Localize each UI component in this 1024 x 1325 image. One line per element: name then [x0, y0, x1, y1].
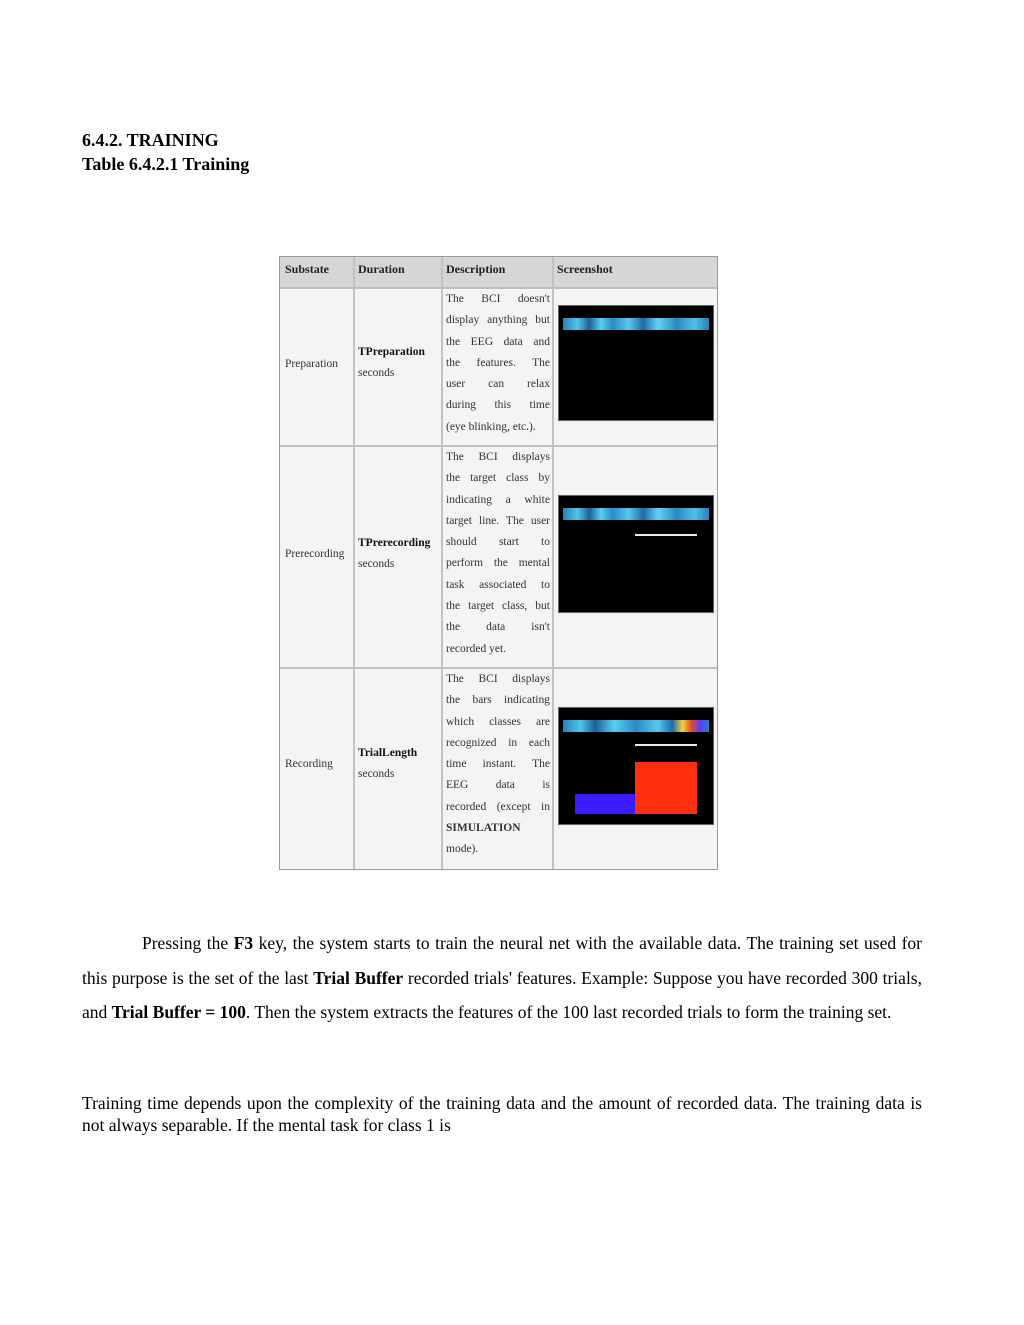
- description-line: perform the mental: [446, 557, 550, 570]
- duration-cell: [358, 345, 425, 359]
- class-bar-2: [635, 762, 697, 814]
- duration-unit: seconds: [358, 768, 395, 780]
- table-caption: Table 6.4.2.1 Training: [82, 154, 250, 174]
- duration-unit: seconds: [358, 558, 395, 570]
- substate-cell: Prerecording: [285, 548, 345, 560]
- substate-cell: Recording: [285, 758, 333, 770]
- header-screenshot: Screenshot: [557, 262, 613, 276]
- duration-cell: [358, 746, 417, 760]
- target-line: [635, 744, 697, 746]
- duration-unit: seconds: [358, 367, 395, 379]
- text-run: key, the system starts to train the neural net with the available data. The training set used for this purpose is the set of the last: [82, 933, 923, 988]
- eeg-strip: [563, 318, 709, 330]
- section-heading: 6.4.2. TRAINING: [82, 130, 219, 150]
- description-line: should start to: [446, 536, 550, 549]
- description-line: the EEG data and: [446, 335, 550, 348]
- description-line: time instant. The: [446, 758, 550, 771]
- description-line: the bars indicating: [446, 694, 550, 707]
- description-line: user can relax: [446, 378, 550, 391]
- description-line: indicating a white: [446, 493, 550, 506]
- duration-cell: [358, 536, 430, 550]
- paragraph-training-time: Training time depends upon the complexity of the training data and the amount of recorded data. The training data is not always separable. If the mental task for class 1 is: [82, 1093, 922, 1135]
- description-line: mode).: [446, 843, 479, 856]
- class-bar-1: [575, 794, 637, 814]
- duration-name: TPrerecording: [358, 537, 431, 549]
- screenshot-prerecording: [558, 495, 714, 613]
- description-line: recognized in each: [446, 736, 550, 749]
- header-description: Description: [446, 262, 506, 276]
- description-cell: [446, 289, 550, 438]
- description-line: the data isn't: [446, 621, 550, 634]
- description-line: recorded (except in: [446, 800, 550, 813]
- eeg-strip: [563, 720, 709, 732]
- description-line: during this time: [446, 399, 550, 412]
- training-table: [279, 256, 718, 870]
- description-line: target line. The user: [446, 514, 550, 527]
- substate-cell: Preparation: [285, 358, 339, 370]
- description-line: SIMULATION: [446, 822, 521, 835]
- text-run: recorded trials' features. Example: Suppose you have recorded 300 trials, and: [82, 967, 922, 1023]
- header-substate: Substate: [285, 262, 330, 276]
- description-line: the features. The: [446, 356, 550, 369]
- text-run: . Then the system extracts the features of the 100 last recorded trials to form the training set.: [245, 1002, 892, 1023]
- description-line: task associated to: [446, 578, 550, 591]
- paragraph-training-intro: [82, 926, 922, 1030]
- description-line: the target class by: [446, 472, 550, 485]
- header-duration: Duration: [358, 262, 405, 276]
- column-divider: [353, 257, 355, 869]
- description-line: (eye blinking, etc.).: [446, 420, 536, 433]
- target-line: [635, 534, 697, 536]
- description-line: which classes are: [446, 715, 550, 728]
- description-line: the target class, but: [446, 600, 550, 613]
- text-run: Pressing the: [142, 933, 234, 953]
- parameter-name: Trial Buffer: [313, 967, 404, 988]
- description-line: recorded yet.: [446, 642, 507, 655]
- screenshot-recording: [558, 707, 714, 825]
- description-line: display anything but: [446, 314, 550, 327]
- duration-name: TPreparation: [358, 346, 425, 358]
- description-line: The BCI displays: [446, 451, 550, 463]
- screenshot-preparation: [558, 305, 714, 421]
- description-cell: [446, 447, 550, 660]
- description-line: The BCI displays: [446, 673, 550, 685]
- column-divider: [441, 257, 443, 869]
- duration-name: TrialLength: [358, 747, 418, 759]
- eeg-strip: [563, 508, 709, 520]
- key-name: F3: [233, 933, 254, 953]
- column-divider: [552, 257, 554, 869]
- description-line: The BCI doesn't: [446, 293, 550, 305]
- description-cell: [446, 669, 550, 861]
- description-line: EEG data is: [446, 779, 550, 792]
- parameter-value: Trial Buffer = 100: [111, 1002, 246, 1023]
